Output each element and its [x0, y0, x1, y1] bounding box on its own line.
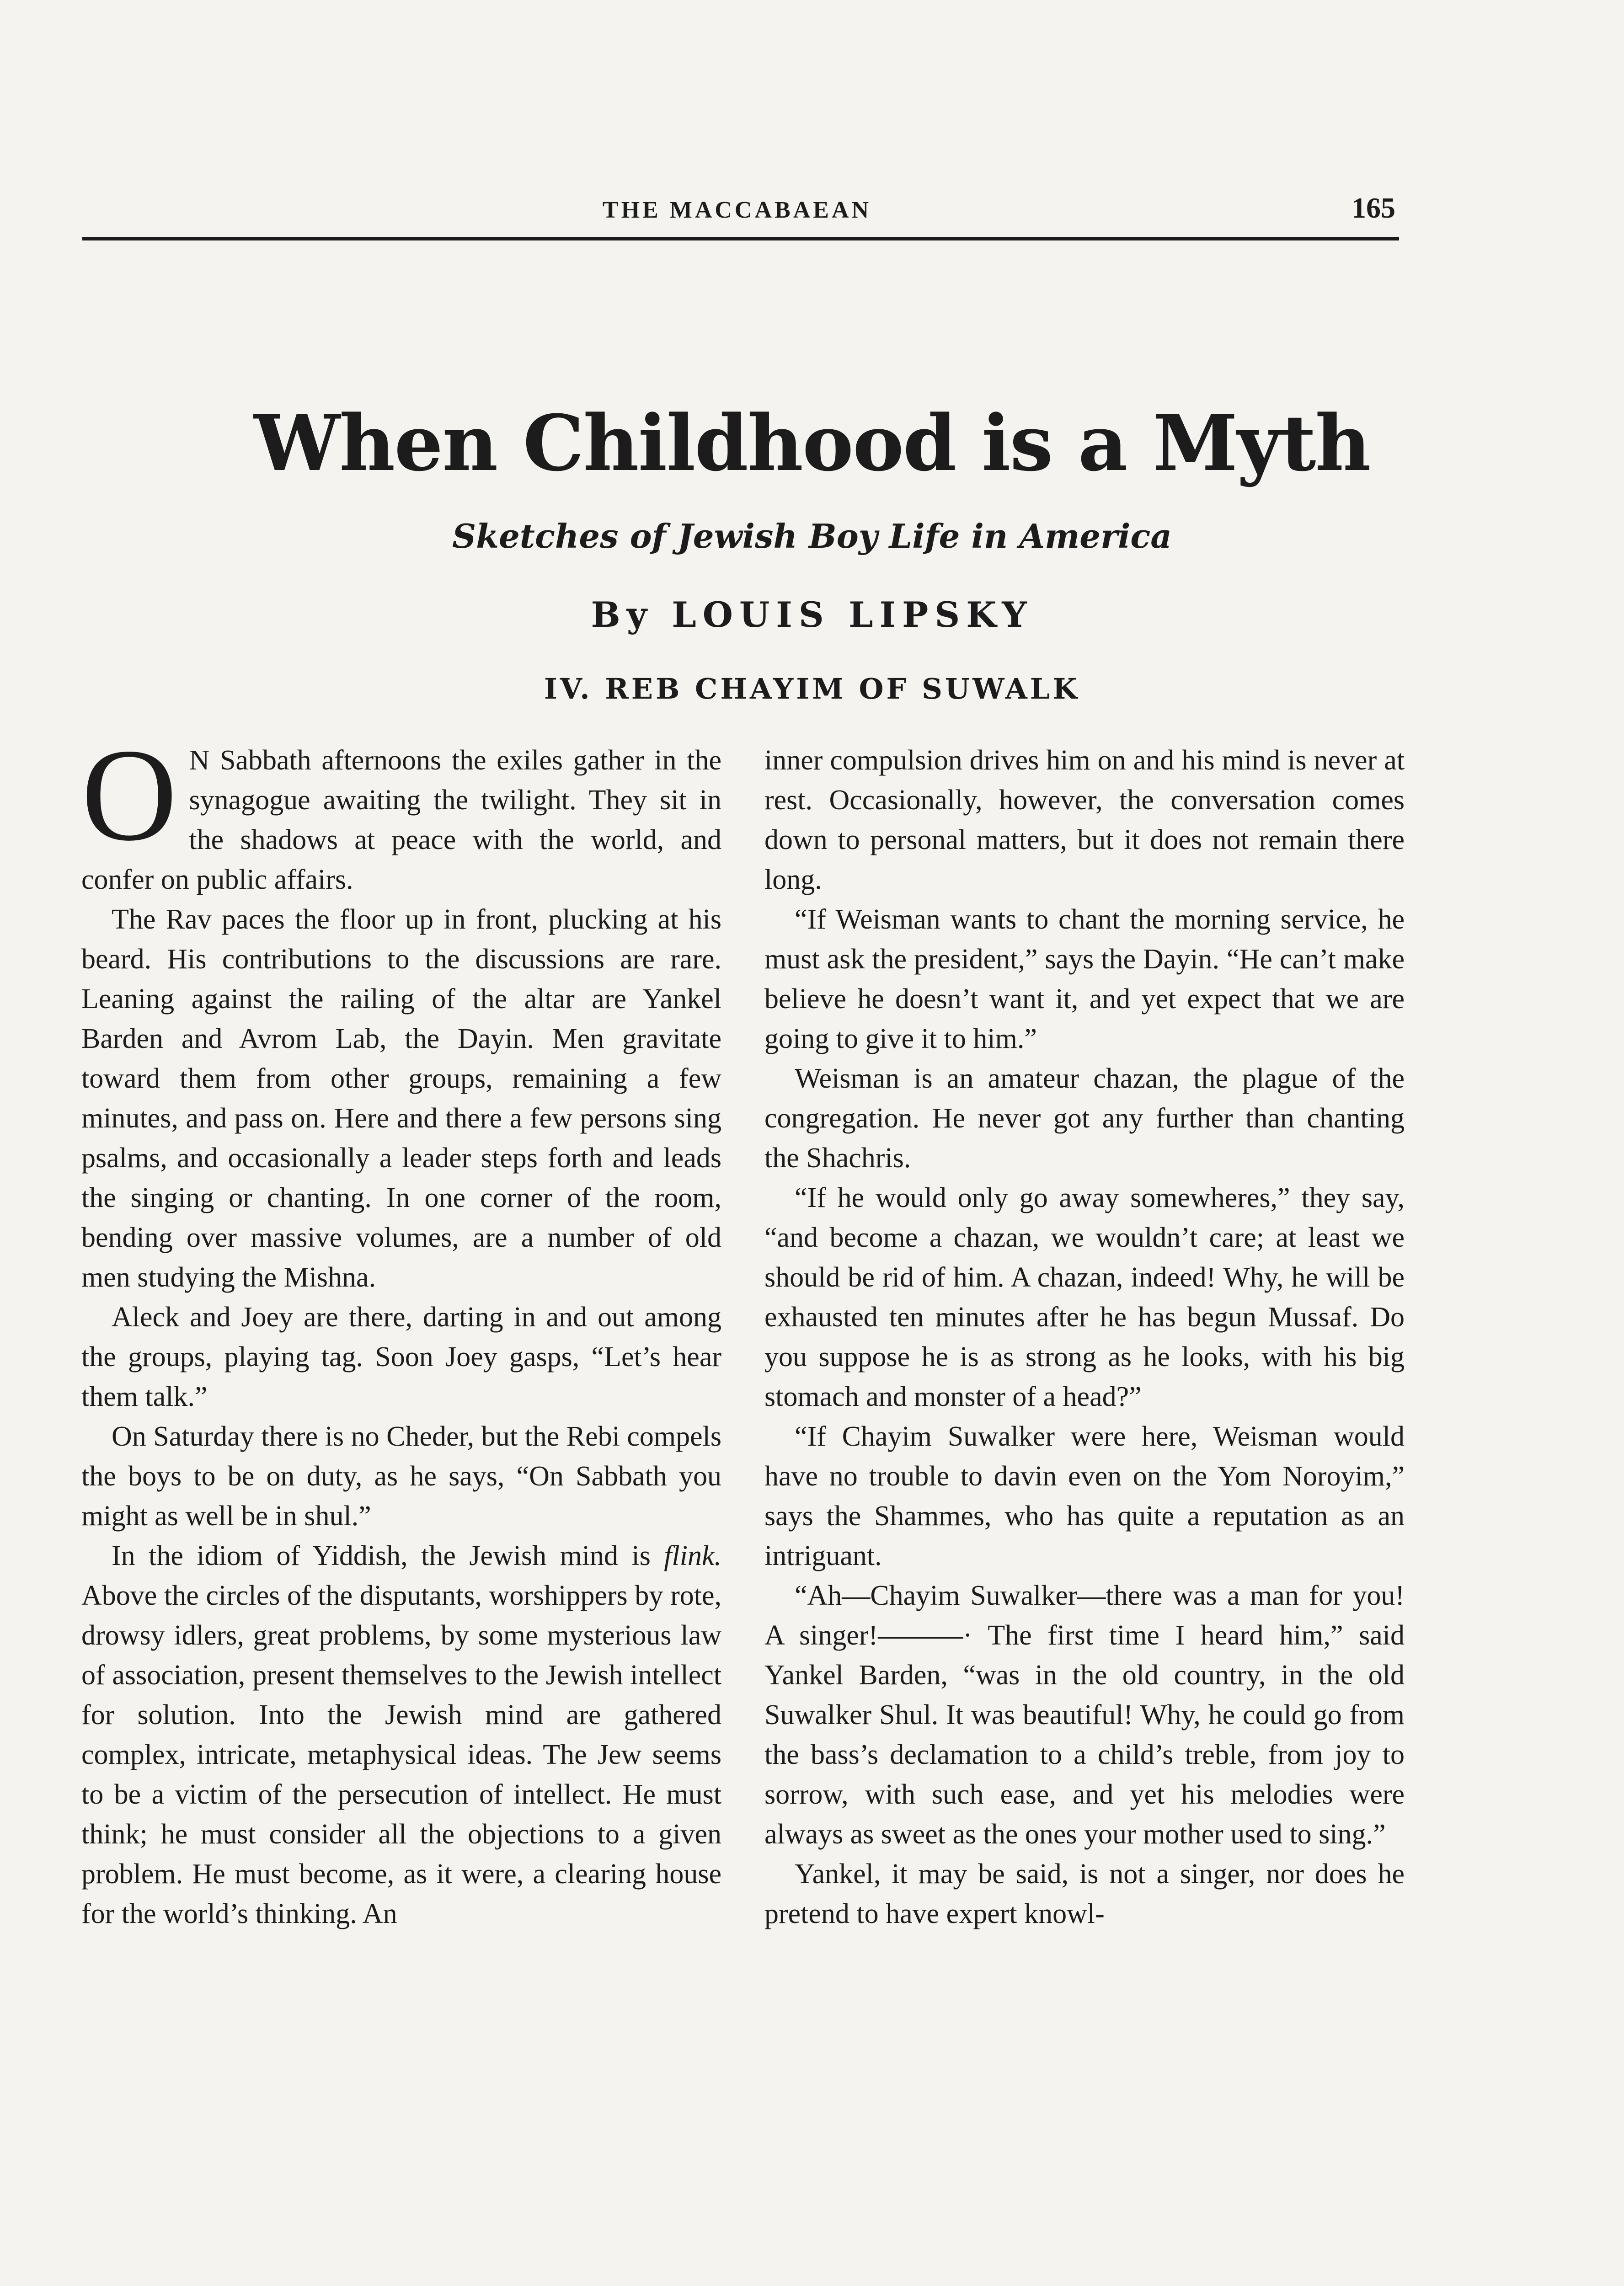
- page-number: 165: [1352, 192, 1395, 224]
- paragraph-text: N Sabbath afternoons the exiles gather in the synagogue awaiting the twilight. They sit in the shadows at peace with the world, and confer on public affairs.: [81, 745, 721, 895]
- section-heading: IV. REB CHAYIM OF SUWALK: [544, 672, 1080, 705]
- paragraph: [81, 721, 721, 900]
- right-column: [764, 741, 1405, 1934]
- italic-word: flink.: [664, 1540, 721, 1571]
- paragraph: On Saturday there is no Cheder, but the Rebi compels the boys to be on duty, as he says, “On Sabbath you might as well be in shul.”: [81, 1421, 721, 1532]
- paragraph-text: Above the circles of the disputants, worshippers by rote, drowsy idlers, great problems, by some mysterious law of association, present themselves to the Jewish intellect for solution. Into the Jewish mind are gathered complex, intricate, metaphysical ideas. The Jew seems to be a victim of the persecution of intellect. He must think; he must consider all the objections to a given problem. He must become, as it were, a clearing house for the world’s thinking. An: [81, 1580, 721, 1929]
- paragraph-text: In the idiom of Yiddish, the Jewish mind is: [112, 1540, 664, 1571]
- running-title: THE MACCABAEAN: [602, 197, 872, 223]
- article-title: When Childhood is a Myth: [254, 398, 1370, 488]
- paragraph: Yankel, it may be said, is not a singer, nor does he pretend to have expert knowl-: [764, 1859, 1405, 1929]
- left-column: [81, 721, 721, 1934]
- paragraph: The Rav paces the floor up in front, plucking at his beard. His contributions to the discussions are rare. Leaning against the railing of the altar are Yankel Barden and Avrom Lab, the Dayin. Men gravitate toward them from other groups, remaining a few minutes, and pass on. Here and there a few persons sing psalms, and occasionally a leader steps forth and leads the singing or chanting. In one corner of the room, bending over massive volumes, are a number of old men studying the Mishna.: [81, 904, 721, 1293]
- running-head: [79, 187, 1395, 224]
- paragraph: “If he would only go away somewheres,” they say, “and become a chazan, we wouldn’t care; at least we should be rid of him. A chazan, indeed! Why, he will be exhausted ten minutes after he has begun Mussaf. Do you suppose he is as strong as he looks, with his big stomach and monster of a head?”: [764, 1182, 1405, 1412]
- header-rule: [82, 237, 1399, 240]
- drop-cap: O: [81, 721, 177, 868]
- paragraph: Weisman is an amateur chazan, the plague of the congregation. He never got any further than chanting the Shachris.: [764, 1063, 1405, 1174]
- article-byline: By LOUIS LIPSKY: [591, 594, 1033, 635]
- paragraph: [81, 1536, 721, 1934]
- paragraph: inner compulsion drives him on and his mind is never at rest. Occasionally, however, the conversation comes down to personal matters, but it does not remain there long.: [764, 745, 1405, 895]
- paragraph: Aleck and Joey are there, darting in and out among the groups, playing tag. Soon Joey gasps, “Let’s hear them talk.”: [81, 1302, 721, 1412]
- article-subtitle: Sketches of Jewish Boy Life in America: [452, 517, 1172, 555]
- paragraph: “Ah—Chayim Suwalker—there was a man for you! A singer!———· The first time I heard him,” said Yankel Barden, “was in the old country, in the old Suwalker Shul. It was beautiful! Why, he could go from the bass’s declamation to a child’s treble, from joy to sorrow, with such ease, and yet his melodies were always as sweet as the ones your mother used to sing.”: [764, 1580, 1405, 1850]
- paragraph: “If Weisman wants to chant the morning service, he must ask the president,” says the Dayin. “He can’t make believe he doesn’t want it, and yet expect that we are going to give it to him.”: [764, 904, 1405, 1054]
- paragraph: “If Chayim Suwalker were here, Weisman would have no trouble to davin even on the Yom Noroyim,” says the Shammes, who has quite a reputation as an intriguant.: [764, 1421, 1405, 1571]
